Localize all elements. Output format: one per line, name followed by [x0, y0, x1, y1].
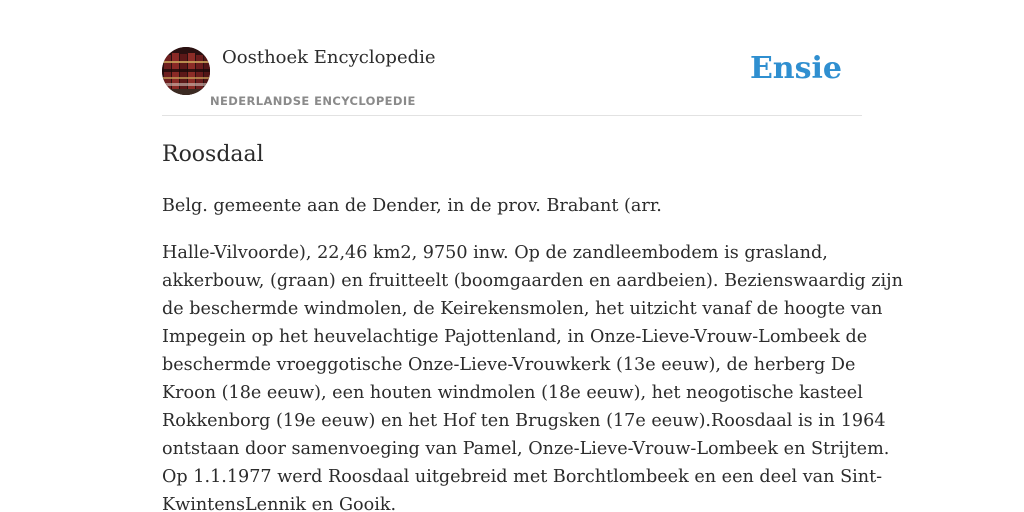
paragraph-line: Kroon (18e eeuw), een houten windmolen (18e eeuw), het neogotische kasteel — [162, 383, 863, 403]
site-subtitle: NEDERLANDSE ENCYCLOPEDIE — [210, 94, 416, 108]
article-paragraph-1: Belg. gemeente aan de Dender, in de prov. Brabant (arr. — [162, 196, 662, 216]
site-header — [162, 0, 862, 116]
paragraph-line: Impegein op het heuvelachtige Pajottenland, in Onze-Lieve-Vrouw-Lombeek de — [162, 327, 868, 347]
ensie-logo-link[interactable]: Ensie — [749, 51, 842, 86]
article-paragraph-2 — [162, 239, 903, 512]
paragraph-line: Halle-Vilvoorde), 22,46 km2, 9750 inw. Op de zandleembodem is grasland, — [162, 243, 828, 263]
encyclopedia-books-icon[interactable] — [162, 47, 210, 95]
paragraph-line: ontstaan door samenvoeging van Pamel, Onze-Lieve-Vrouw-Lombeek en Strijtem. — [162, 439, 890, 459]
paragraph-line: de beschermde windmolen, de Keirekensmolen, het uitzicht vanaf de hoogte van — [162, 299, 883, 319]
site-title[interactable]: Oosthoek Encyclopedie — [222, 47, 436, 68]
paragraph-line: Rokkenborg (19e eeuw) en het Hof ten Brugsken (17e eeuw).Roosdaal is in 1964 — [162, 411, 886, 431]
article-title: Roosdaal — [162, 142, 264, 167]
paragraph-line: beschermde vroeggotische Onze-Lieve-Vrouwkerk (13e eeuw), de herberg De — [162, 355, 856, 375]
page — [162, 0, 903, 512]
paragraph-line: Op 1.1.1977 werd Roosdaal uitgebreid met Borchtlombeek en een deel van Sint- — [162, 467, 883, 487]
paragraph-line: akkerbouw, (graan) en fruitteelt (boomgaarden en aardbeien). Bezienswaardig zijn — [162, 271, 903, 291]
paragraph-line: KwintensLennik en Gooik. — [162, 495, 397, 512]
